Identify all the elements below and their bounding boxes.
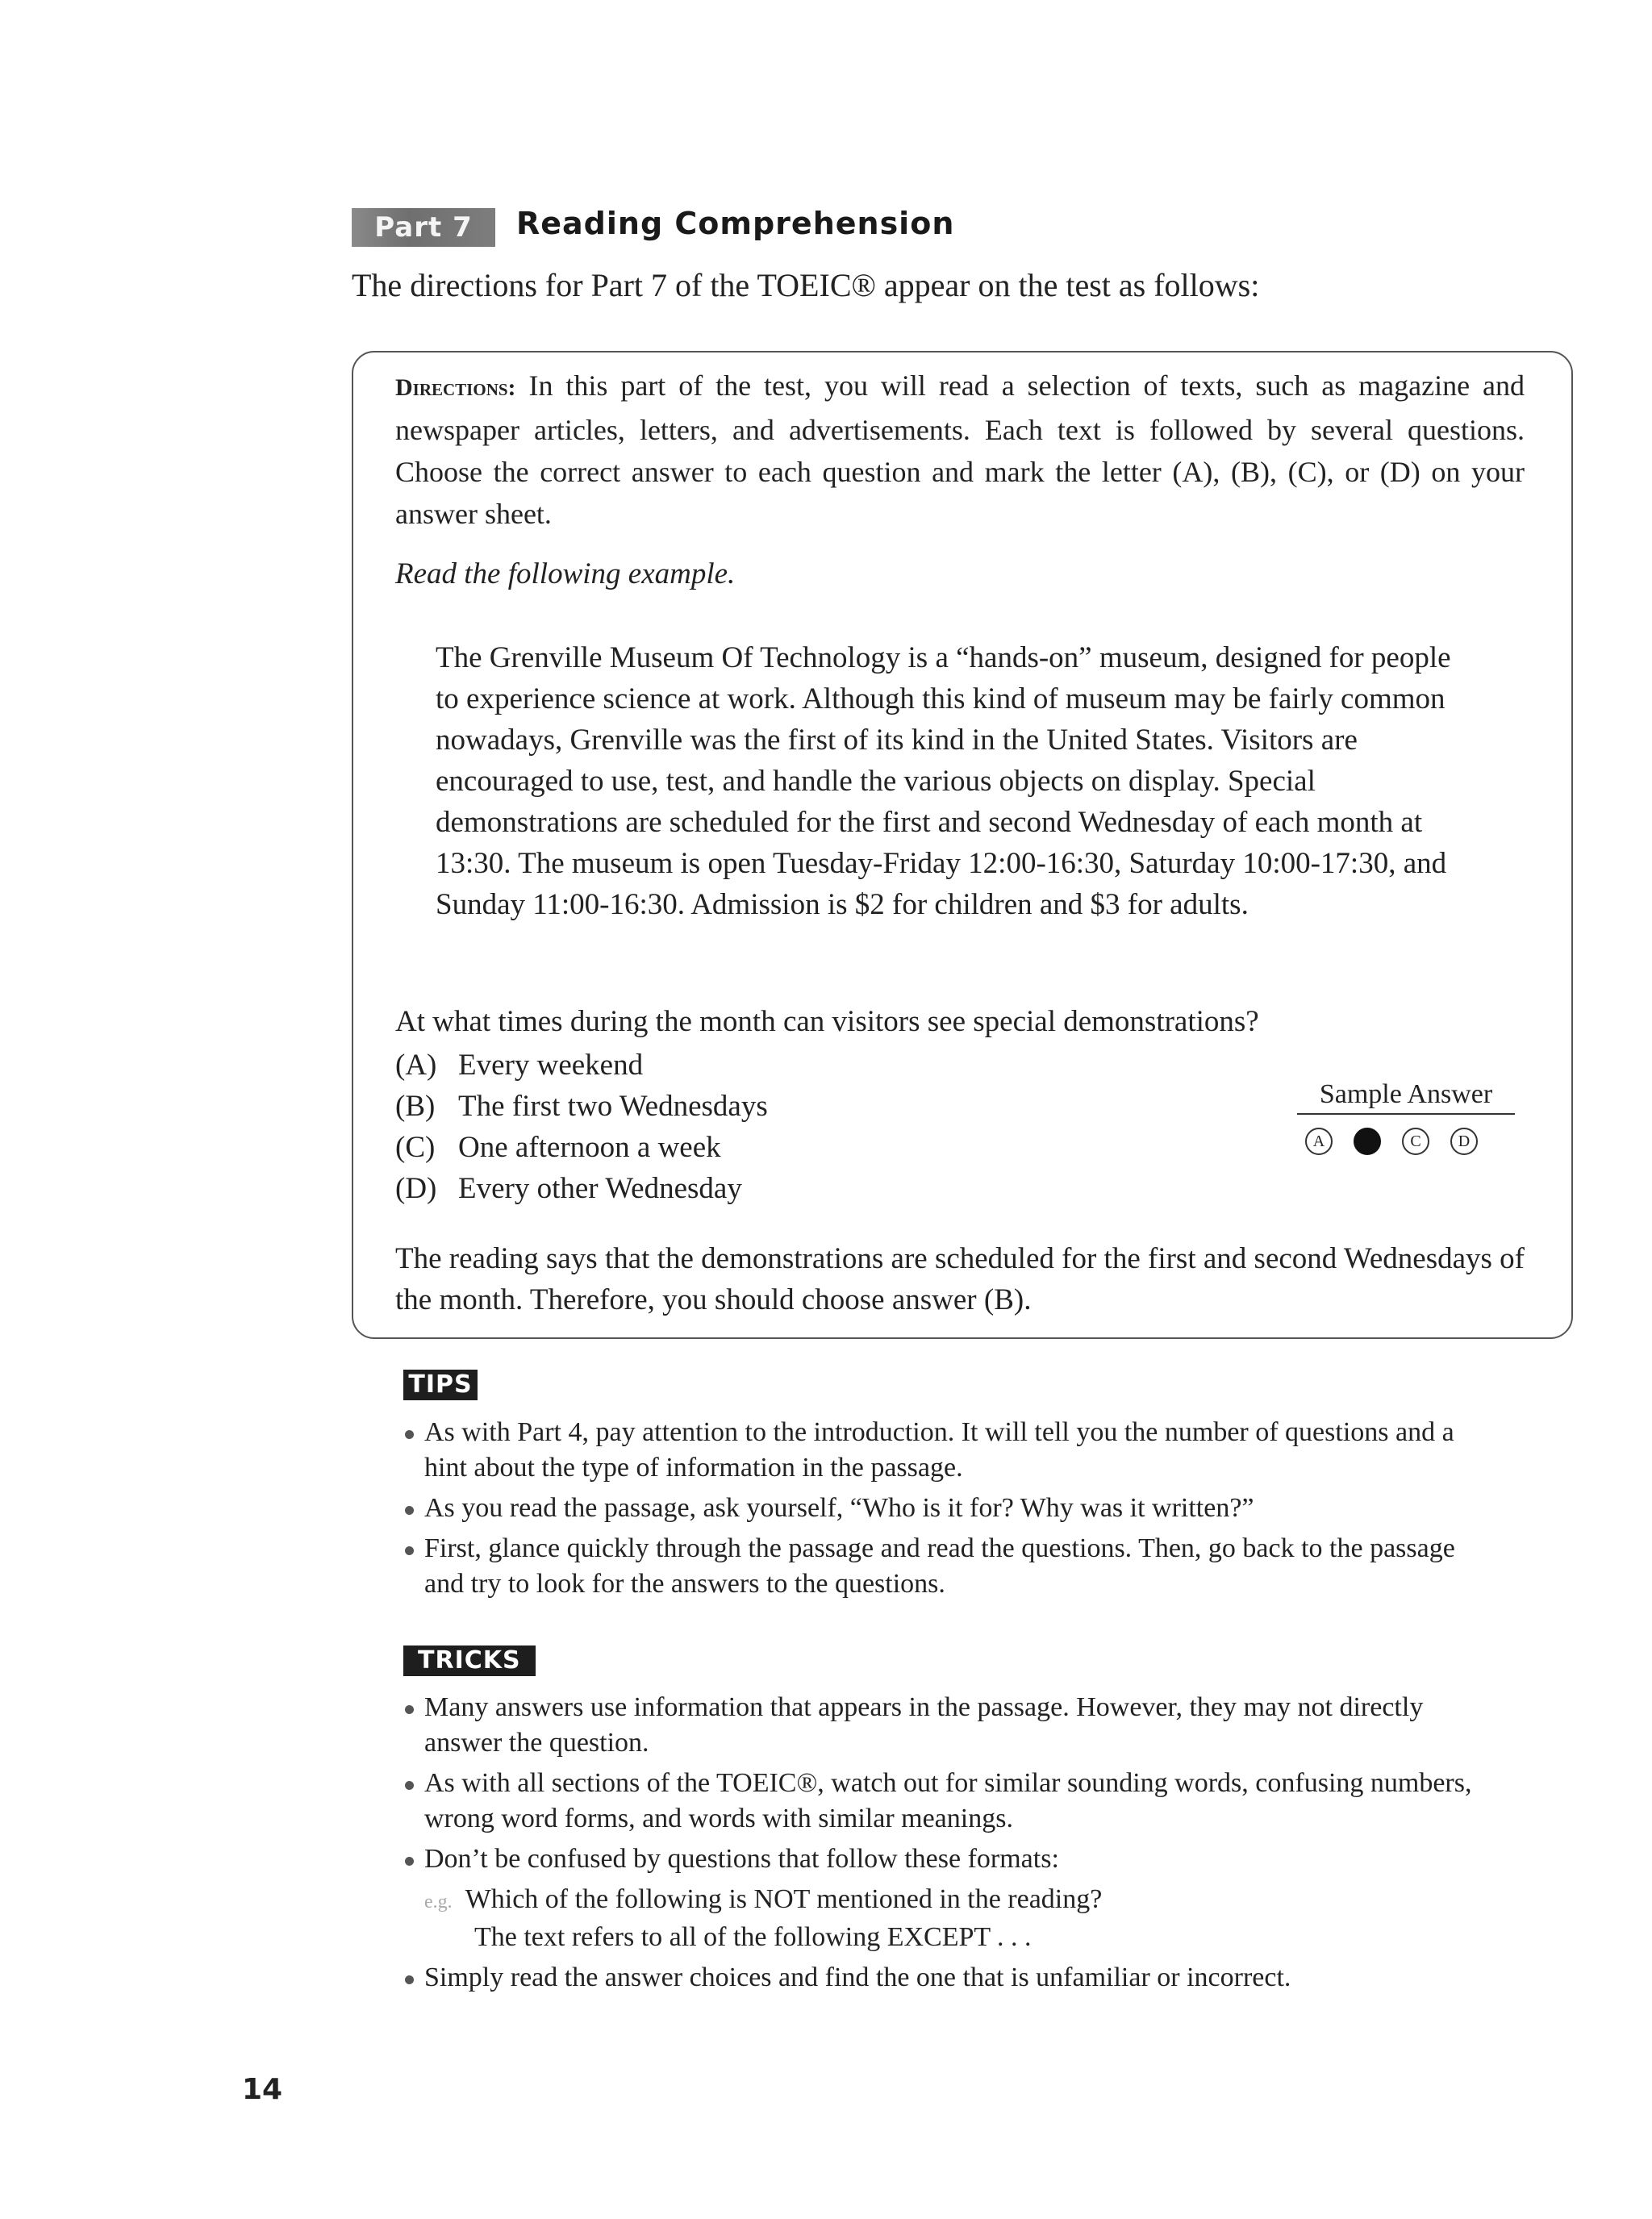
intro-text: The directions for Part 7 of the TOEIC® appear on the test as follows: <box>352 267 1260 303</box>
directions-text-block <box>395 365 1525 535</box>
example-passage: The Grenville Museum Of Technology is a “hands-on” museum, designed for people to experience science at work. Although this kind of museum may be fairly common nowadays, Grenville was the first of its kind in the United States. Visitors are encouraged to use, test, and handle the various objects on display. Special demonstrations are scheduled for the first and second Wednesday of each month at 13:30. The museum is open Tuesday-Friday 12:00-16:30, Saturday 10:00-17:30, and Sunday 11:00-16:30. Admission is $2 for children and $3 for adults. <box>436 641 1451 921</box>
directions-label: Directions: <box>395 374 516 401</box>
answer-bubble-a: A <box>1305 1128 1333 1155</box>
example-lead: Read the following example. <box>395 557 736 590</box>
sample-answer-label: Sample Answer <box>1297 1079 1515 1115</box>
tips-list <box>403 1415 1500 1607</box>
directions-body: In this part of the test, you will read a selection of texts, such as magazine and newspaper articles, letters, and advertisements. Each text is followed by several questions. Choose the correct answer to each question and mark the letter (A), (B), (C), or (D) on your answer sheet. <box>395 369 1525 530</box>
trick-example-line1 <box>424 1882 1500 1920</box>
trick-example-line2: The text refers to all of the following EXCEPT . . . <box>474 1922 1032 1952</box>
example-question: At what times during the month can visitors see special demonstrations? <box>395 1005 1259 1038</box>
tricks-list <box>403 1690 1500 2000</box>
option-b <box>395 1086 768 1127</box>
trick-item: Simply read the answer choices and find the one that is unfamiliar or incorrect. <box>403 1960 1500 1996</box>
trick-example <box>424 1882 1500 1955</box>
example-explanation: The reading says that the demonstrations are scheduled for the first and second Wednesdays of the month. Therefore, you should choose answer (B). <box>395 1242 1525 1316</box>
tip-item: As with Part 4, pay attention to the introduction. It will tell you the number of questions and a hint about the type of information in the passage. <box>403 1415 1500 1486</box>
answer-options <box>395 1045 768 1209</box>
tip-item: First, glance quickly through the passage and read the questions. Then, go back to the passage and try to look for the answers to the questions. <box>403 1531 1500 1602</box>
trick-item: As with all sections of the TOEIC®, watch out for similar sounding words, confusing numbers, wrong word forms, and words with similar meanings. <box>403 1766 1500 1837</box>
example-question-line1: Which of the following is NOT mentioned in the reading? <box>465 1884 1103 1914</box>
page-number: 14 <box>242 2073 283 2106</box>
trick-item: Don’t be confused by questions that follow these formats: <box>403 1842 1500 1877</box>
option-text: Every other Wednesday <box>458 1172 742 1205</box>
option-d <box>395 1168 768 1209</box>
answer-bubble-d: D <box>1450 1128 1478 1155</box>
tricks-label: TRICKS <box>403 1645 536 1676</box>
tips-label: TIPS <box>403 1370 478 1400</box>
tip-item: As you read the passage, ask yourself, “Who is it for? Why was it written?” <box>403 1491 1500 1526</box>
option-letter: (C) <box>395 1131 436 1164</box>
option-c <box>395 1127 768 1168</box>
option-a <box>395 1045 768 1086</box>
option-text: One afternoon a week <box>458 1131 721 1164</box>
answer-bubbles <box>1305 1128 1478 1155</box>
answer-bubble-b-filled <box>1354 1128 1381 1155</box>
example-prefix: e.g. <box>424 1892 453 1912</box>
part-badge: Part 7 <box>352 208 495 247</box>
option-text: Every weekend <box>458 1049 644 1082</box>
option-text: The first two Wednesdays <box>458 1090 768 1123</box>
option-letter: (D) <box>395 1172 437 1205</box>
section-title: Reading Comprehension <box>516 206 955 241</box>
trick-item: Many answers use information that appears in the passage. However, they may not directly answer the question. <box>403 1690 1500 1761</box>
answer-bubble-c: C <box>1402 1128 1429 1155</box>
option-letter: (B) <box>395 1090 436 1123</box>
option-letter: (A) <box>395 1049 437 1082</box>
